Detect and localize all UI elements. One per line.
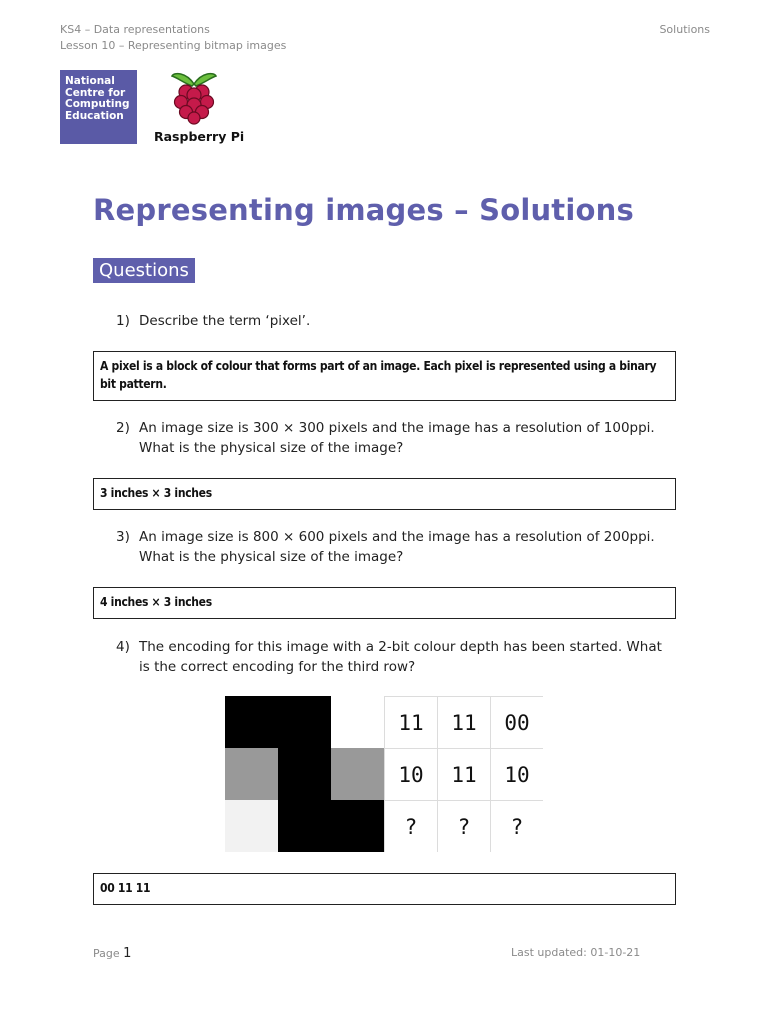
page-label: Page xyxy=(93,947,120,960)
raspberry-pi-logo xyxy=(150,68,250,148)
pixel-cell xyxy=(278,800,331,852)
pixel-cell xyxy=(278,696,331,748)
encoding-cell: 10 xyxy=(384,748,437,800)
question-number: 3) xyxy=(116,529,130,545)
answer-box-2: 3 inches × 3 inches xyxy=(93,478,676,510)
question-text: An image size is 300 × 300 pixels and the image has a resolution of 100ppi. What is the physical size of the image? xyxy=(139,420,655,456)
bitmap-encoding-grid xyxy=(225,696,543,851)
encoding-cell: 00 xyxy=(490,696,543,748)
encoding-cell: ? xyxy=(437,800,490,852)
course-label: KS4 – Data representations xyxy=(60,23,210,36)
answer-box-1: A pixel is a block of colour that forms part of an image. Each pixel is represented using a binary bit pattern. xyxy=(93,351,676,401)
raspberry-icon xyxy=(168,68,220,126)
lesson-label: Lesson 10 – Representing bitmap images xyxy=(60,39,287,52)
section-heading: Questions xyxy=(93,258,195,283)
document-header xyxy=(60,22,286,54)
encoding-cell: 11 xyxy=(437,748,490,800)
encoding-cell: 11 xyxy=(437,696,490,748)
question-number: 4) xyxy=(116,639,130,655)
question-number: 2) xyxy=(116,420,130,436)
encoding-cell: 11 xyxy=(384,696,437,748)
pixel-cell xyxy=(331,696,384,748)
raspberry-pi-label: Raspberry Pi xyxy=(154,129,245,144)
question-text: The encoding for this image with a 2-bit colour depth has been started. What is the correct encoding for the third row? xyxy=(139,639,662,675)
page-number: 1 xyxy=(123,946,132,961)
encoding-cell: ? xyxy=(384,800,437,852)
answer-box-3: 4 inches × 3 inches xyxy=(93,587,676,619)
header-solutions-label: Solutions xyxy=(659,23,710,36)
pixel-cell xyxy=(331,748,384,800)
pixel-cell xyxy=(225,696,278,748)
question-text: Describe the term ‘pixel’. xyxy=(139,313,311,329)
pixel-cell xyxy=(225,748,278,800)
encoding-cell: ? xyxy=(490,800,543,852)
ncce-logo-line: National xyxy=(65,75,115,87)
ncce-logo-line: Education xyxy=(65,109,124,122)
ncce-logo xyxy=(60,70,137,144)
pixel-cell xyxy=(331,800,384,852)
question-text: An image size is 800 × 600 pixels and the image has a resolution of 200ppi. What is the physical size of the image? xyxy=(139,529,655,565)
answer-box-4: 00 11 11 xyxy=(93,873,676,905)
ncce-logo-line: Centre for xyxy=(65,86,126,99)
pixel-cell xyxy=(225,800,278,852)
encoding-cell: 10 xyxy=(490,748,543,800)
pixel-cell xyxy=(278,748,331,800)
page-footer xyxy=(93,946,131,961)
question-number: 1) xyxy=(116,313,130,329)
page-title: Representing images – Solutions xyxy=(93,193,634,227)
ncce-logo-line: Computing xyxy=(65,98,130,110)
last-updated: Last updated: 01-10-21 xyxy=(511,946,641,959)
